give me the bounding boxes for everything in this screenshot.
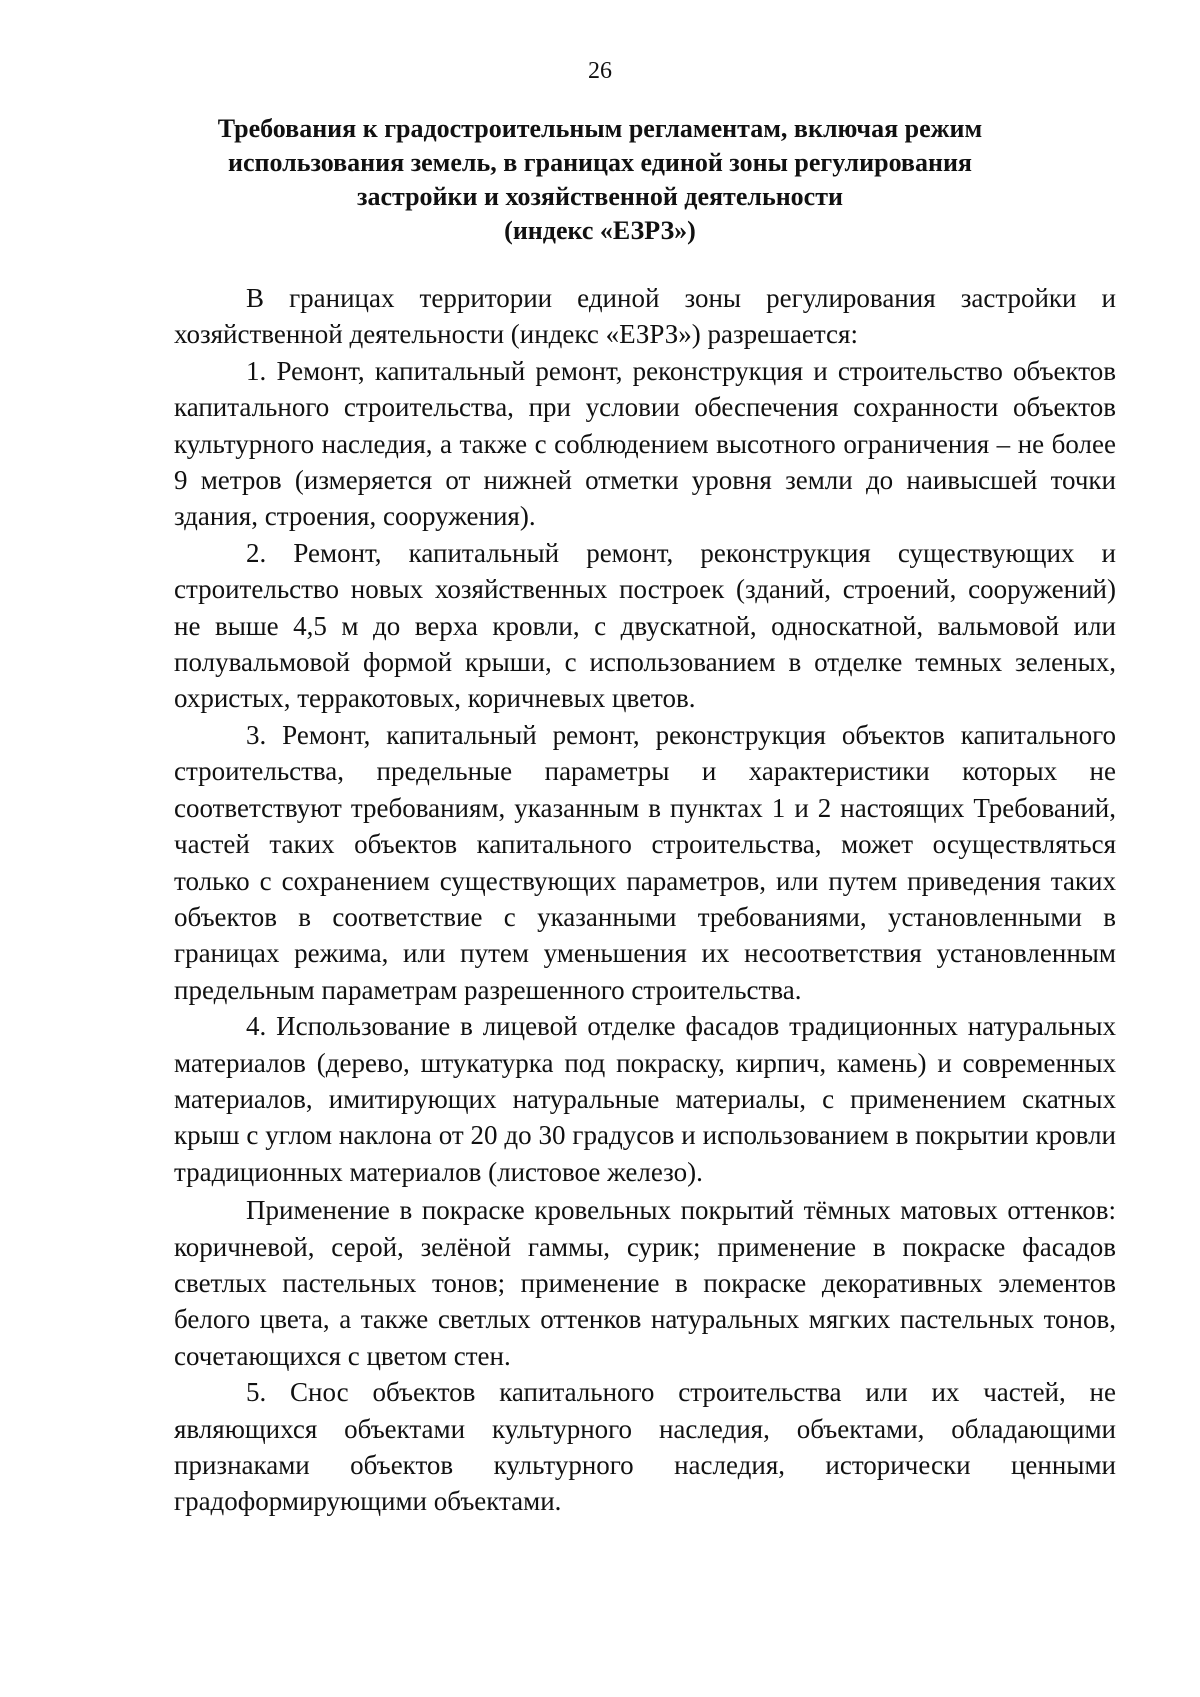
heading-line-3: застройки и хозяйственной деятельности bbox=[357, 182, 843, 211]
heading-line-1: Требования к градостроительным регламентам, включая режим bbox=[217, 114, 983, 143]
page-number: 26 bbox=[588, 58, 612, 84]
heading-line-4: (индекс «ЕЗРЗ») bbox=[504, 216, 696, 245]
section-heading bbox=[150, 112, 1050, 248]
heading-line-2: использования земель, в границах единой зоны регулирования bbox=[227, 148, 972, 177]
item-5-paragraph: 5. Снос объектов капитального строительства или их частей, не являющихся объектами культурного наследия, объектами, обладающими признаками объектов культурного наследия, исторически ценными градоформирующими объектами. bbox=[174, 1377, 1116, 1517]
color-paragraph: Применение в покраске кровельных покрытий тёмных матовых оттенков: коричневой, серой, зелёной гаммы, сурик; применение в покраске фасадов светлых пастельных тонов; применение в покраске декоративных элементов белого цвета, а также светлых оттенков натуральных мягких пастельных тонов, сочетающихся с цветом стен. bbox=[174, 1195, 1116, 1371]
document-body bbox=[174, 280, 1116, 1520]
intro-paragraph: В границах территории единой зоны регулирования застройки и хозяйственной деятельности (индекс «ЕЗРЗ») разрешается: bbox=[174, 283, 1116, 350]
item-1-paragraph: 1. Ремонт, капитальный ремонт, реконструкция и строительство объектов капитального строительства, при условии обеспечения сохранности объектов культурного наследия, а также с соблюдением высотного ограничения – не более 9 метров (измеряется от нижней отметки уровня земли до наивысшей точки здания, строения, сооружения). bbox=[174, 355, 1116, 532]
item-2-paragraph: 2. Ремонт, капитальный ремонт, реконструкция существующих и строительство новых хозяйственных построек (зданий, строений, сооружений) не выше 4,5 м до верха кровли, с двускатной, односкатной, вальмовой или полувальмовой формой крыши, с использованием в отделке темных зеленых, охристых, терракотовых, коричневых цветов. bbox=[174, 537, 1116, 714]
item-3-paragraph: 3. Ремонт, капитальный ремонт, реконструкция объектов капитального строительства, предельные параметры и характеристики которых не соответствуют требованиям, указанным в пунктах 1 и 2 настоящих Требований, частей таких объектов капитального строительства, может осуществляться только с сохранением существующих параметров, или путем приведения таких объектов в соответствие с указанными требованиями, установленными в границах режима, или путем уменьшения их несоответствия установленным предельным параметрам разрешенного строительства. bbox=[174, 719, 1116, 1005]
item-4-paragraph: 4. Использование в лицевой отделке фасадов традиционных натуральных материалов (дерево, штукатурка под покраску, кирпич, камень) и современных материалов, имитирующих натуральные материалы, с применением скатных крыш с углом наклона от 20 до 30 градусов и использованием в покрытии кровли традиционных материалов (листовое железо). bbox=[174, 1011, 1116, 1187]
